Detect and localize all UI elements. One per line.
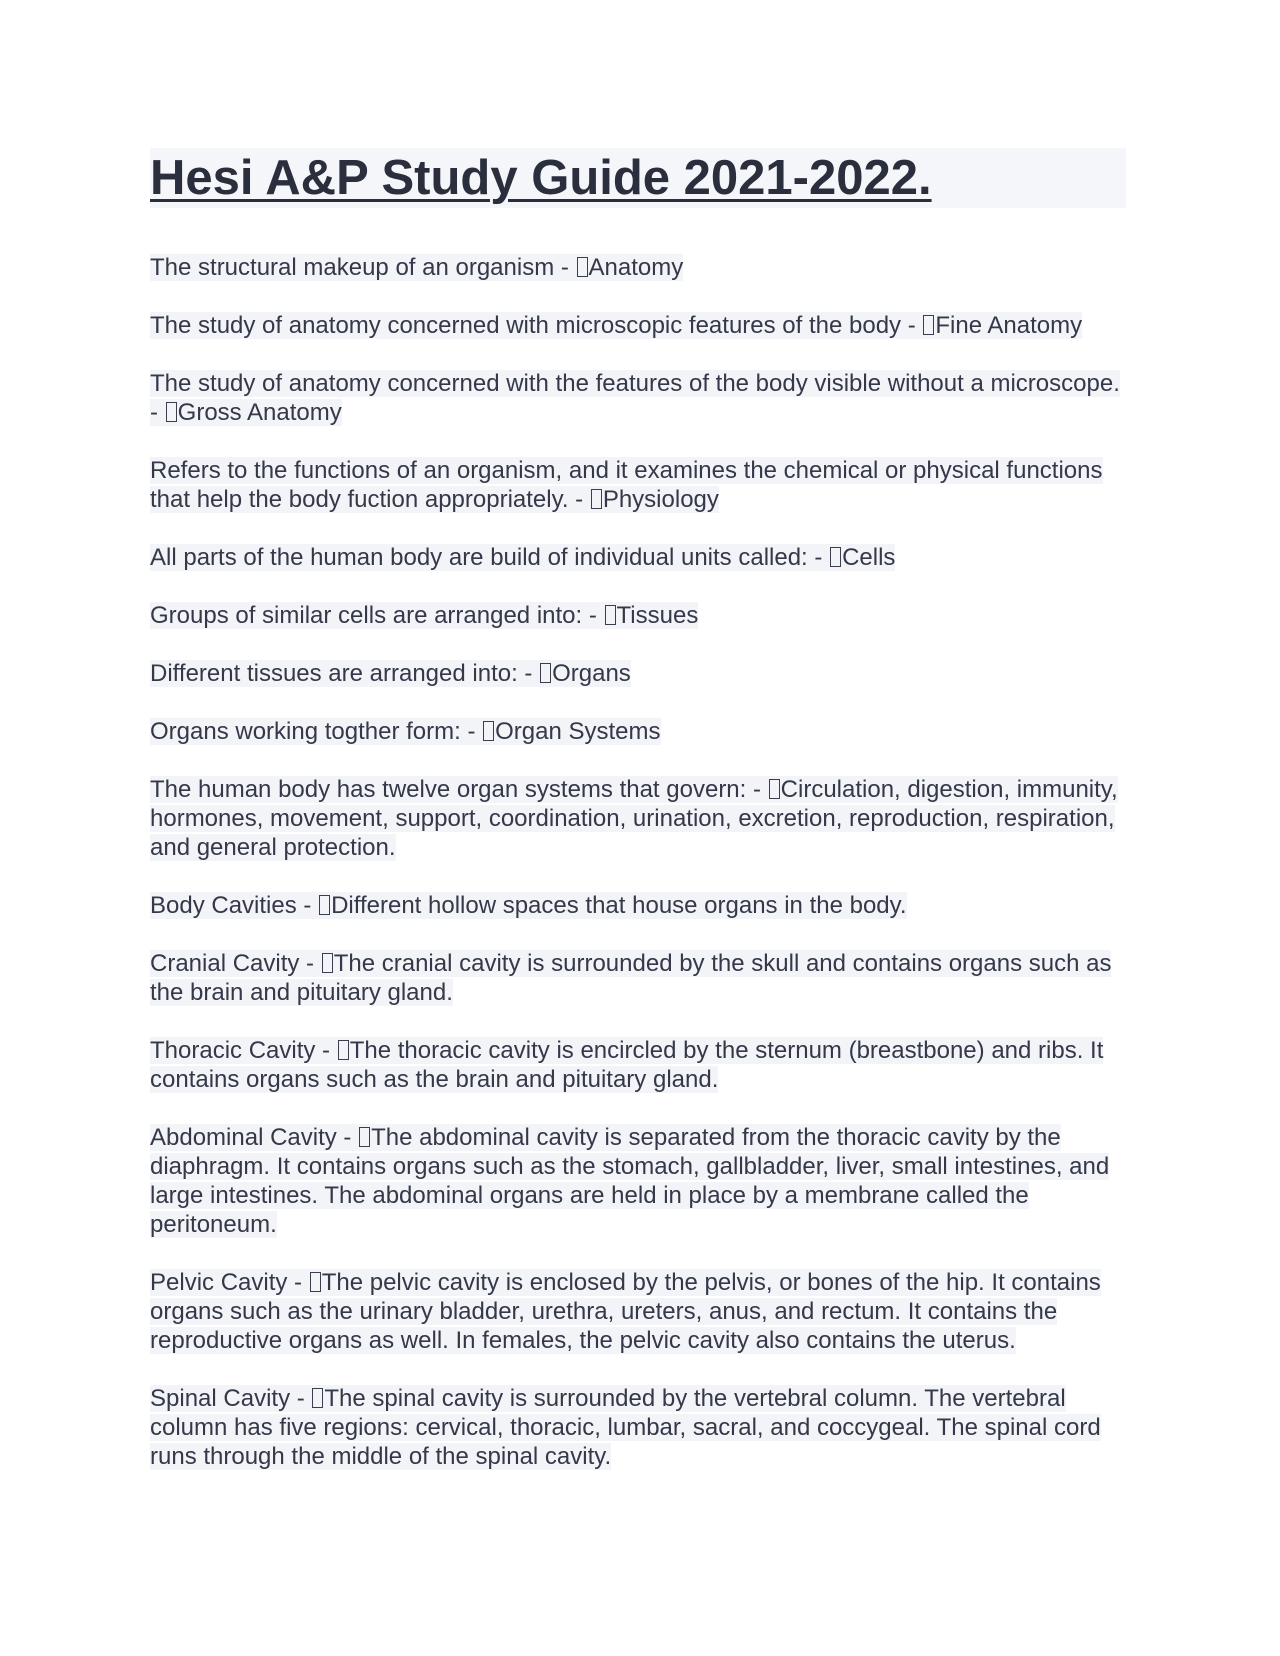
entry-text [150,1124,1109,1238]
entry-term: The human body has twelve organ systems that govern: - [150,776,768,803]
missing-glyph-icon [310,1272,321,1292]
entry-term: All parts of the human body are build of individual units called: - [150,544,830,571]
study-entry [150,1384,1130,1471]
entry-answer: Anatomy [588,254,684,281]
entry-text [150,1269,1101,1354]
entry-text [150,370,1120,426]
entry-text [150,544,895,571]
entry-answer: Fine Anatomy [935,312,1083,339]
entry-term: Spinal Cavity - [150,1385,312,1412]
entry-term: Refers to the functions of an organism, and it examines the chemical or physical functions that help the body fuction appropriately. - [150,457,1103,513]
entry-term: Pelvic Cavity - [150,1269,309,1296]
entry-answer: The thoracic cavity is encircled by the sternum (breastbone) and ribs. It contains organs such as the brain and pituitary gland. [150,1037,1104,1093]
study-entry [150,891,1130,920]
study-entry [150,456,1130,514]
study-entry [150,659,1130,688]
entry-answer: Different hollow spaces that house organs in the body. [331,892,907,919]
entry-answer: Physiology [602,486,719,513]
entry-term: Cranial Cavity - [150,950,321,977]
entry-text [150,718,661,745]
entry-term: Body Cavities - [150,892,319,919]
missing-glyph-icon [483,721,494,741]
missing-glyph-icon [591,489,602,509]
entry-text [150,1385,1101,1470]
missing-glyph-icon [540,663,551,683]
entry-answer: Gross Anatomy [177,399,342,426]
entry-text [150,660,631,687]
title-block [150,148,1126,208]
entry-answer: Cells [842,544,896,571]
missing-glyph-icon [338,1040,349,1060]
entry-term: Organs working togther form: - [150,718,483,745]
document-title: Hesi A&P Study Guide 2021-2022. [150,151,932,205]
entry-term: The study of anatomy concerned with microscopic features of the body - [150,312,923,339]
entry-answer: The spinal cavity is surrounded by the vertebral column. The vertebral column has five regions: cervical, thoracic, lumbar, sacral, and coccygeal. The spinal cord runs through the middle of the spinal cavity. [150,1385,1101,1470]
study-entry [150,543,1130,572]
missing-glyph-icon [312,1388,323,1408]
study-entry [150,253,1130,282]
study-entry [150,369,1130,427]
entry-term: Groups of similar cells are arranged into: - [150,602,604,629]
study-entry [150,775,1130,862]
entry-text [150,312,1082,339]
entry-text [150,457,1103,513]
entry-answer: Tissues [616,602,699,629]
entry-text [150,1037,1103,1093]
document-page [150,148,1130,1500]
missing-glyph-icon [166,402,177,422]
missing-glyph-icon [319,895,330,915]
missing-glyph-icon [830,547,841,567]
entry-text [150,892,907,919]
missing-glyph-icon [769,779,780,799]
entry-term: Abdominal Cavity - [150,1124,359,1151]
study-entry [150,1268,1130,1355]
entry-answer: Circulation, digestion, immunity, hormones, movement, support, coordination, urination, excretion, reproduction, respiration, and general protection. [150,776,1118,861]
study-entry [150,717,1130,746]
entry-answer: The abdominal cavity is separated from the thoracic cavity by the diaphragm. It contains organs such as the stomach, gallbladder, liver, small intestines, and large intestines. The abdominal organs are held in place by a membrane called the peritoneum. [150,1124,1110,1238]
study-entry [150,311,1130,340]
entry-term: The study of anatomy concerned with the features of the body visible without a microscope. - [150,370,1120,426]
entry-term: Different tissues are arranged into: - [150,660,540,687]
study-entry [150,1123,1130,1239]
entry-list [150,253,1130,1500]
entry-answer: Organs [552,660,631,687]
missing-glyph-icon [577,257,588,277]
entry-term: The structural makeup of an organism - [150,254,576,281]
entry-term: Thoracic Cavity - [150,1037,337,1064]
missing-glyph-icon [923,315,934,335]
entry-text [150,950,1111,1006]
study-entry [150,601,1130,630]
missing-glyph-icon [605,605,616,625]
entry-text [150,776,1118,861]
entry-answer: The pelvic cavity is enclosed by the pelvis, or bones of the hip. It contains organs such as the urinary bladder, urethra, ureters, anus, and rectum. It contains the reproductive organs as well. In females, the pelvic cavity also contains the uterus. [150,1269,1101,1354]
study-entry [150,949,1130,1007]
entry-answer: The cranial cavity is surrounded by the skull and contains organs such as the brain and pituitary gland. [150,950,1112,1006]
entry-answer: Organ Systems [495,718,661,745]
missing-glyph-icon [322,953,333,973]
study-entry [150,1036,1130,1094]
entry-text [150,602,698,629]
entry-text [150,254,683,281]
missing-glyph-icon [359,1127,370,1147]
